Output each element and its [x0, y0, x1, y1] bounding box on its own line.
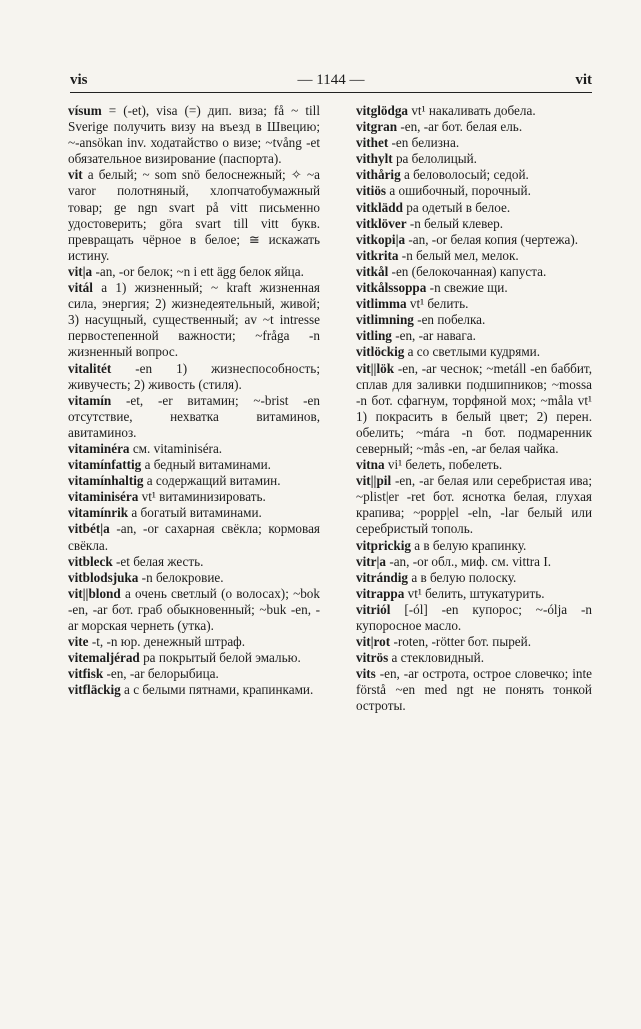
header-rule: [70, 92, 592, 93]
dictionary-entry: vite -t, -n юр. денежный штраф.: [68, 634, 246, 650]
dictionary-entry: vit|a -an, -or белок; ~n i ett ägg белок яйца.: [68, 263, 304, 279]
dictionary-entry: vitamín -et, -er витамин; ~-brist -en отсутствие, нехватка витаминов, авитаминоз.: [68, 392, 320, 440]
dictionary-entry: vit|rot -roten, -rötter бот. пырей.: [356, 634, 531, 650]
dictionary-entry: vitemaljérad pa покрытый белой эмалью.: [68, 650, 301, 666]
dictionary-entry: vitkål -en (белокочанная) капуста.: [356, 263, 547, 279]
dictionary-entry: vitbleck -et белая жесть.: [68, 553, 204, 569]
dictionary-entry: vitklädd pa одетый в белое.: [356, 199, 511, 215]
left-column: [68, 103, 320, 698]
dictionary-entry: vitbét|a -an, -or сахарная свёкла; кормовая свёкла.: [68, 521, 320, 553]
dictionary-entry: vithylt pa белолицый.: [356, 151, 477, 167]
dictionary-entry: vits -en, -ar острота, острое словечко; inte förstå ~en med ngt не понять тонкой остроты.: [356, 666, 592, 714]
dictionary-entry: vitfläckig a с белыми пятнами, крапинками.: [68, 682, 314, 698]
dictionary-entry: vithet -en белизна.: [356, 135, 460, 151]
dictionary-entry: vitblodsjuka -n белокровие.: [68, 569, 224, 585]
dictionary-entry: vitkålssoppa -n свежие щи.: [356, 280, 508, 296]
dictionary-entry: vitalitét -en 1) жизнеспособность; живучесть; 2) живость (стиля).: [68, 360, 320, 392]
dictionary-entry: vitkrita -n белый мел, мелок.: [356, 247, 519, 263]
dictionary-entry: vitglödga vt¹ накаливать добела.: [356, 103, 536, 118]
dictionary-entry: vitál a 1) жизненный; ~ kraft жизненная сила, энергия; 2) жизнедеятельный, живой; 3) насущный, существенный; av ~t intresse первостепенной важности; ~fråga -n жизненный вопрос.: [68, 280, 320, 360]
dictionary-entry: vitprickig a в белую крапинку.: [356, 537, 527, 553]
dictionary-entry: vitaminéra см. vitaminiséra.: [68, 440, 223, 456]
dictionary-entry: vit||pil -en, -ar белая или серебристая ива; ~plist|er -ret бот. яснотка белая, глухая крапива; ~popp|el -eln, -lar белый или серебристый тополь.: [356, 473, 592, 537]
dictionary-entry: vitrappa vt¹ белить, штукатурить.: [356, 585, 545, 601]
right-column: [356, 103, 592, 715]
dictionary-entry: vitaminiséra vt¹ витаминизировать.: [68, 489, 266, 505]
dictionary-entry: vitlimma vt¹ белить.: [356, 296, 469, 312]
dictionary-entry: vitling -en, -ar навага.: [356, 328, 476, 344]
dictionary-entry: vitrös a стекловидный.: [356, 650, 484, 666]
dictionary-entry: vitamínhaltig a содержащий витамин.: [68, 473, 281, 489]
page-header: [70, 72, 592, 94]
page-number: — 1144 —: [297, 72, 365, 88]
dictionary-entry: vithårig a беловолосый; седой.: [356, 167, 529, 183]
dictionary-entry: vitlöckig a со светлыми кудрями.: [356, 344, 541, 360]
dictionary-entry: vísum = (-et), visa (=) дип. виза; få ~ till Sverige получить визу на въезд в Швецию; ~-ansökan inv. ходатайство о визе; ~tvång -et обязательное визирование (паспорта).: [68, 103, 320, 167]
dictionary-entry: vit a белый; ~ som snö белоснежный; ✧ ~a varor полотняный, хлопчатобумажный товар; ge ngn svart på vitt письменно удостоверить; göra svart till vitt букв. превращать чёрное в белое; ≅ искажать истину.: [68, 167, 320, 263]
dictionary-entry: vitr|a -an, -or обл., миф. см. vittra I.: [356, 553, 552, 569]
dictionary-entry: vitamínrik a богатый витаминами.: [68, 505, 262, 521]
dictionary-entry: vit||blond a очень светлый (о волосах); ~bok -en, -ar бот. граб обыкновенный; ~buk -en, -ar морская чернеть (утка).: [68, 585, 320, 633]
dictionary-entry: vitfisk -en, -ar белорыбица.: [68, 666, 219, 682]
dictionary-entry: vitrándig a в белую полоску.: [356, 569, 517, 585]
dictionary-entry: vitkopi|a -an, -or белая копия (чертежа).: [356, 231, 579, 247]
dictionary-entry: vit||lök -en, -ar чеснок; ~metáll -en баббит, сплав для заливки подшипников; ~mossa -n бот. сфагнум, торфяной мох; ~måla vt¹ 1) покрасить в белый цвет; 2) перен. обелить; ~mára -n бот. подмаренник северный; ~mås -en, -ar белая чайка.: [356, 360, 592, 456]
dictionary-entry: vitamínfattig a бедный витаминами.: [68, 457, 271, 473]
dictionary-entry: vitgran -en, -ar бот. белая ель.: [356, 119, 523, 135]
dictionary-entry: vitna vi¹ белеть, побелеть.: [356, 457, 503, 473]
header-first-word: vis: [70, 72, 88, 88]
dictionary-entry: vitlimning -en побелка.: [356, 312, 486, 328]
dictionary-entry: vitriól [-ól] -en купорос; ~-ólja -n купоросное масло.: [356, 601, 592, 633]
dictionary-entry: vitiös a ошибочный, порочный.: [356, 183, 531, 199]
header-last-word: vit: [575, 72, 592, 88]
dictionary-entry: vitklöver -n белый клевер.: [356, 215, 504, 231]
